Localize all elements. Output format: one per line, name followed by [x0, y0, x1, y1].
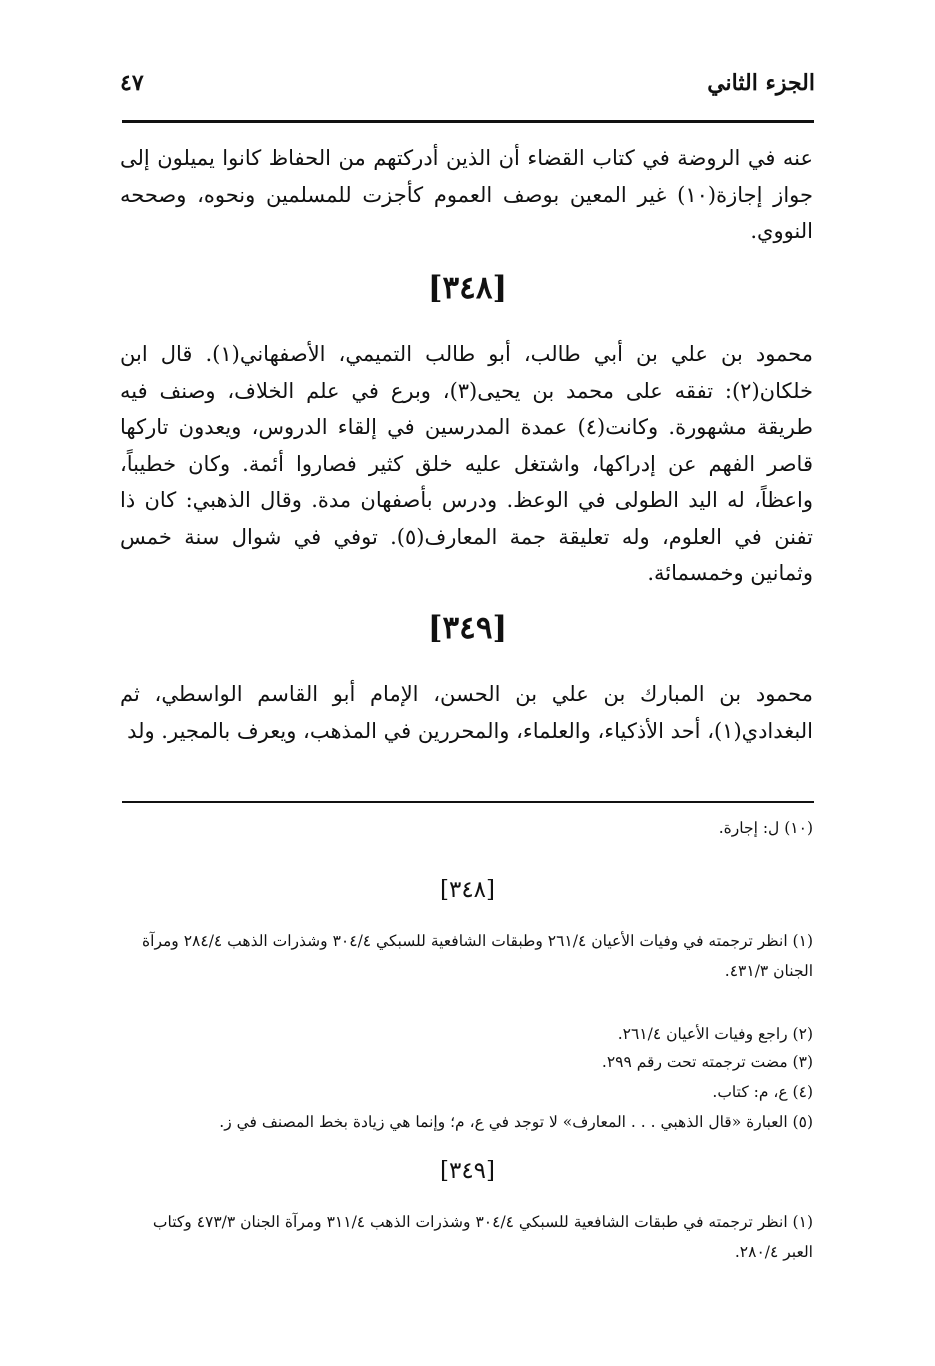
entry-number-349: [٣٤٩]: [427, 610, 508, 646]
header-rule: [122, 120, 814, 123]
footnotes-rule: [122, 801, 814, 803]
entry-348-paragraph: محمود بن علي بن أبي طالب، أبو طالب التميمي، الأصفهاني(١). قال ابن خلكان(٢): تفقه على محمد بن يحيى(٣)، وبرع في علم الخلاف، وصنف فيه طريقة مشهورة. وكانت(٤) عمدة المدرسين في إلقاء الدروس، ويعدون تاركها قاصر الفهم عن إدراكها، واشتغل عليه خلق كثير فصاروا أئمة. وكان خطيباً، واعظاً، له اليد الطولى في الوعظ. ودرس بأصفهان مدة. وقال الذهبي: كان ذا تفنن في العلوم، وله تعليقة جمة المعارف(٥). توفي في شوال سنة خمس وثمانين وخمسمائة.: [120, 342, 814, 585]
entry-number-348: [٣٤٨]: [427, 270, 508, 306]
footnote-prev: (١٠) ل: إجارة.: [718, 819, 813, 837]
footnote-349-1: (١) انظر ترجمته في طبقات الشافعية للسبكي ٣٠٤/٤ وشذرات الذهب ٣١١/٤ ومرآة الجنان ٤٧٣/٣ وكتاب العبر ٢٨٠/٤.: [152, 1213, 813, 1261]
running-header: [120, 70, 815, 110]
footnotes-heading-348: [٣٤٨]: [439, 877, 496, 903]
footnote-348-1: (١) انظر ترجمته في وفيات الأعيان ٢٦١/٤ وطبقات الشافعية للسبكي ٣٠٤/٤ وشذرات الذهب ٢٨٤/٤ ومرآة الجنان ٤٣١/٣.: [142, 932, 813, 980]
footnotes-heading-349: [٣٤٩]: [439, 1158, 496, 1184]
page-number: ٤٧: [120, 70, 144, 96]
footnote-348-4: (٤) ع، م: كتاب.: [712, 1083, 813, 1101]
volume-title: الجزء الثاني: [707, 70, 815, 96]
footnote-348-3: (٣) مضت ترجمته تحت رقم ٢٩٩.: [601, 1053, 813, 1071]
continuation-paragraph: عنه في الروضة في كتاب القضاء أن الذين أدركتهم من الحفاظ كانوا يميلون إلى جواز إجازة(١٠) غير المعين بوصف العموم كأجزت للمسلمين ونحوه، وصححه النووي.: [120, 146, 813, 243]
footnote-348-5: (٥) العبارة «قال الذهبي . . . المعارف» لا توجد في ع، م؛ وإنما هي زيادة بخط المصنف في ز.: [219, 1113, 813, 1131]
entry-349-paragraph: محمود بن المبارك بن علي بن الحسن، الإمام أبو القاسم الواسطي، ثم البغدادي(١)، أحد الأذكياء، والعلماء، والمحررين في المذهب، ويعرف بالمجير. ولد: [120, 682, 813, 743]
footnote-348-2: (٢) راجع وفيات الأعيان ٢٦١/٤.: [617, 1025, 813, 1043]
